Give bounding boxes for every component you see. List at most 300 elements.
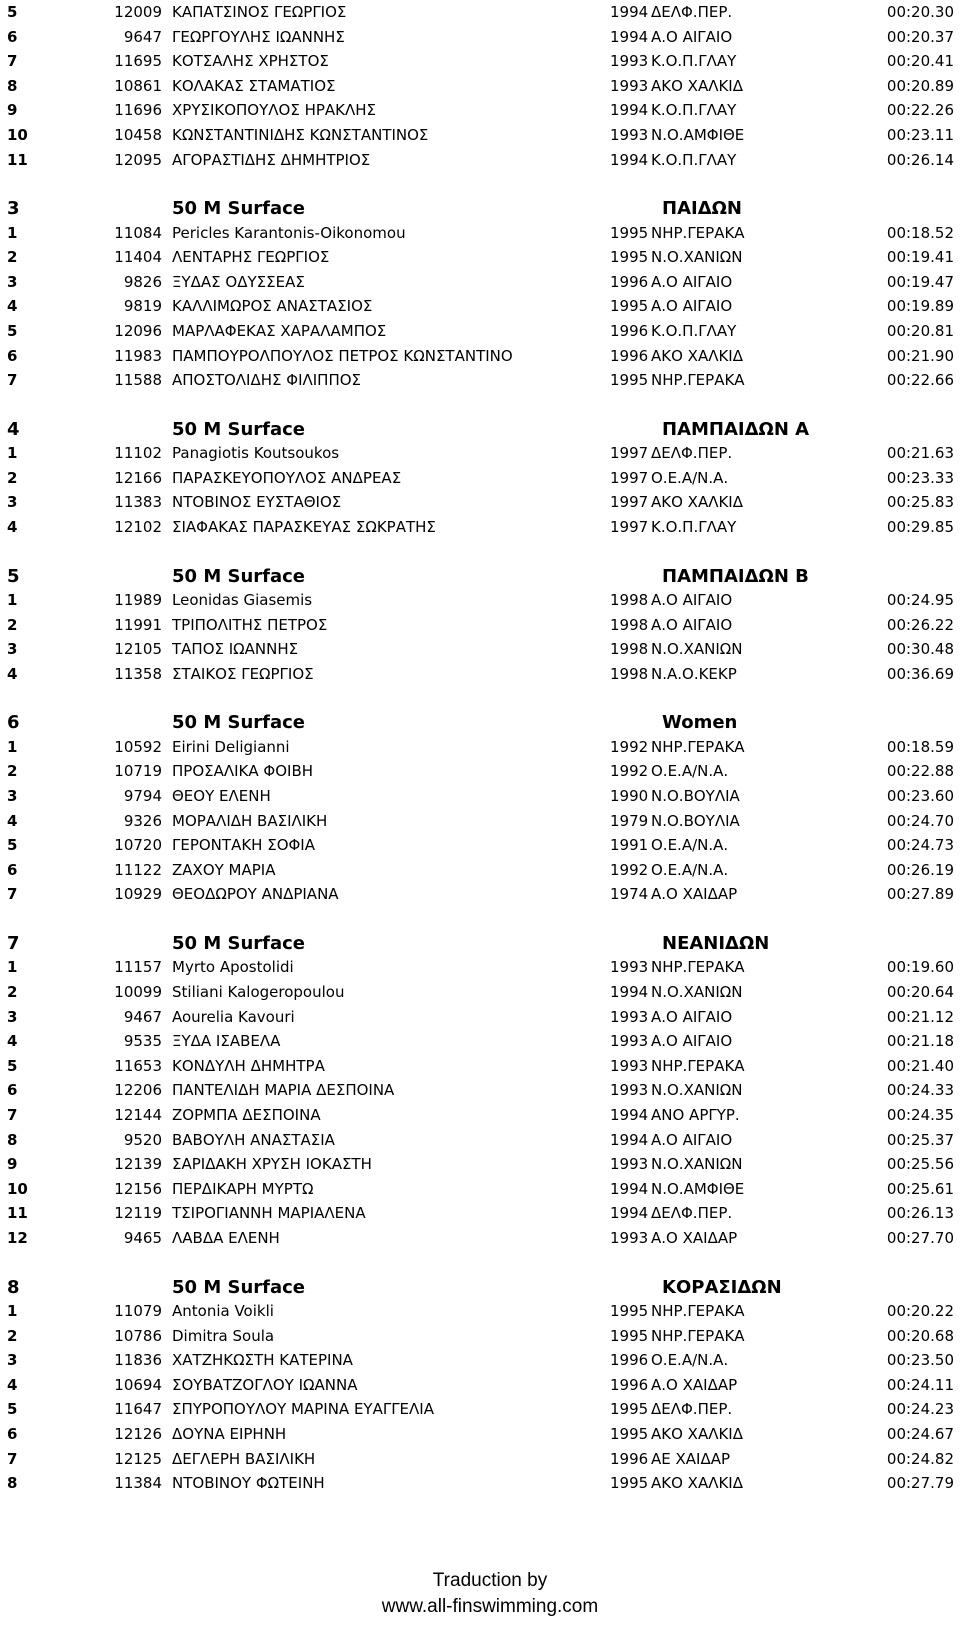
club: Α.Ο ΑΙΓΑΙΟ (651, 28, 733, 46)
event-number: 8 (7, 1277, 20, 1298)
club: Ν.Ο.ΧΑΝΙΩΝ (651, 640, 743, 658)
athlete-id: 12102 (114, 518, 162, 536)
club: Κ.Ο.Π.ΓΛΑΥ (651, 101, 737, 119)
athlete-id: 11653 (114, 1057, 162, 1075)
athlete-id: 11384 (114, 1474, 162, 1492)
athlete-name: ΧΑΤΖΗΚΩΣΤΗ ΚΑΤΕΡΙΝΑ (172, 1351, 353, 1369)
birth-year: 1993 (610, 1081, 649, 1099)
time: 00:24.95 (886, 591, 954, 609)
club: Ο.Ε.Α/Ν.Α. (651, 1351, 729, 1369)
athlete-name: ΚΟΝΔΥΛΗ ΔΗΜΗΤΡΑ (172, 1057, 325, 1075)
result-row (0, 344, 960, 368)
result-row (0, 221, 960, 245)
club: ΔΕΛΦ.ΠΕΡ. (651, 1400, 733, 1418)
athlete-name: ΤΑΠΟΣ ΙΩΑΝΝΗΣ (172, 640, 299, 658)
rank: 11 (7, 151, 28, 169)
athlete-id: 11157 (114, 958, 162, 976)
event-number: 3 (7, 198, 20, 219)
result-row (0, 735, 960, 759)
category: ΚΟΡΑΣΙΔΩΝ (662, 1277, 782, 1298)
birth-year: 1994 (610, 1131, 649, 1149)
birth-year: 1990 (610, 787, 649, 805)
club: Α.Ο ΑΙΓΑΙΟ (651, 273, 733, 291)
athlete-id: 9819 (123, 297, 162, 315)
birth-year: 1995 (610, 224, 649, 242)
result-row (0, 1201, 960, 1225)
athlete-name: ΞΥΔΑ ΙΣΑΒΕΛΑ (172, 1032, 281, 1050)
event-number: 6 (7, 712, 20, 733)
club: Ν.Ο.ΒΟΥΛΙΑ (651, 812, 740, 830)
rank: 1 (7, 444, 18, 462)
birth-year: 1995 (610, 1474, 649, 1492)
result-row (0, 98, 960, 122)
club: Ν.Ο.ΧΑΝΙΩΝ (651, 248, 743, 266)
rank: 3 (7, 493, 18, 511)
club: ΝΗΡ.ΓΕΡΑΚΑ (651, 224, 745, 242)
rank: 6 (7, 1081, 18, 1099)
athlete-id: 11102 (114, 444, 162, 462)
time: 00:20.30 (886, 3, 954, 21)
athlete-name: ΣΑΡΙΔΑΚΗ ΧΡΥΣΗ ΙΟΚΑΣΤΗ (172, 1155, 372, 1173)
result-row (0, 833, 960, 857)
club: ΑΚΟ ΧΑΛΚΙΔ (651, 347, 743, 365)
club: Α.Ο ΑΙΓΑΙΟ (651, 616, 733, 634)
athlete-id: 11836 (114, 1351, 162, 1369)
result-row (0, 1373, 960, 1397)
rank: 2 (7, 1327, 18, 1345)
athlete-id: 10592 (114, 738, 162, 756)
footer-website: www.all-finswimming.com (381, 1596, 599, 1617)
category: ΝΕΑΝΙΔΩΝ (662, 933, 770, 954)
athlete-id: 11588 (114, 371, 162, 389)
club: ΝΗΡ.ΓΕΡΑΚΑ (651, 958, 745, 976)
club: ΑΝΟ ΑΡΓΥΡ. (651, 1106, 740, 1124)
time: 00:27.89 (886, 885, 954, 903)
rank: 5 (7, 1057, 18, 1075)
birth-year: 1993 (610, 52, 649, 70)
athlete-name: ΓΕΡΟΝΤΑΚΗ ΣΟΦΙΑ (172, 836, 315, 854)
section-header (0, 931, 960, 957)
rank: 4 (7, 812, 18, 830)
rank: 3 (7, 1008, 18, 1026)
time: 00:26.13 (886, 1204, 954, 1222)
time: 00:26.19 (886, 861, 954, 879)
athlete-name: Dimitra Soula (172, 1327, 275, 1345)
footer (0, 1568, 960, 1620)
athlete-name: ΑΠΟΣΤΟΛΙΔΗΣ ΦΙΛΙΠΠΟΣ (172, 371, 362, 389)
rank: 8 (7, 1131, 18, 1149)
club: Ο.Ε.Α/Ν.Α. (651, 469, 729, 487)
athlete-id: 12096 (114, 322, 162, 340)
rank: 4 (7, 1376, 18, 1394)
athlete-name: ΜΑΡΛΑΦΕΚΑΣ ΧΑΡΑΛΑΜΠΟΣ (172, 322, 387, 340)
athlete-name: ΝΤΟΒΙΝΟΥ ΦΩΤΕΙΝΗ (172, 1474, 325, 1492)
rank: 2 (7, 248, 18, 266)
time: 00:19.47 (886, 273, 954, 291)
club: Α.Ο ΑΙΓΑΙΟ (651, 591, 733, 609)
time: 00:36.69 (886, 665, 954, 683)
rank: 5 (7, 1400, 18, 1418)
rank: 7 (7, 885, 18, 903)
result-row (0, 1103, 960, 1127)
athlete-id: 11983 (114, 347, 162, 365)
athlete-id: 10861 (114, 77, 162, 95)
rank: 10 (7, 1180, 28, 1198)
time: 00:24.73 (886, 836, 954, 854)
time: 00:25.83 (886, 493, 954, 511)
club: Ν.Ο.ΑΜΦΙΘΕ (651, 1180, 745, 1198)
result-row (0, 662, 960, 686)
result-row (0, 0, 960, 24)
athlete-name: ΖΑΧΟΥ ΜΑΡΙΑ (172, 861, 276, 879)
result-row (0, 980, 960, 1004)
time: 00:20.22 (886, 1302, 954, 1320)
time: 00:20.37 (886, 28, 954, 46)
club: Ο.Ε.Α/Ν.Α. (651, 861, 729, 879)
section-header (0, 196, 960, 222)
time: 00:21.18 (886, 1032, 954, 1050)
club: ΔΕΛΦ.ΠΕΡ. (651, 3, 733, 21)
time: 00:23.33 (886, 469, 954, 487)
athlete-name: ΞΥΔΑΣ ΟΔΥΣΣΕΑΣ (172, 273, 305, 291)
time: 00:21.12 (886, 1008, 954, 1026)
athlete-id: 9826 (123, 273, 162, 291)
club: Κ.Ο.Π.ΓΛΑΥ (651, 151, 737, 169)
result-row (0, 784, 960, 808)
rank: 6 (7, 347, 18, 365)
event-name: 50 M Surface (172, 933, 306, 954)
athlete-id: 9647 (123, 28, 162, 46)
birth-year: 1997 (610, 518, 649, 536)
time: 00:20.68 (886, 1327, 954, 1345)
birth-year: 1995 (610, 1302, 649, 1320)
club: Α.Ο ΑΙΓΑΙΟ (651, 1131, 733, 1149)
athlete-id: 12139 (114, 1155, 162, 1173)
rank: 7 (7, 52, 18, 70)
rank: 1 (7, 958, 18, 976)
athlete-id: 11647 (114, 1400, 162, 1418)
result-row (0, 1471, 960, 1495)
athlete-name: ΘΕΟΔΩΡΟΥ ΑΝΔΡΙΑΝΑ (172, 885, 339, 903)
club: Α.Ο ΧΑΙΔΑΡ (651, 885, 738, 903)
time: 00:23.60 (886, 787, 954, 805)
category: ΠΑΜΠΑΙΔΩΝ Β (662, 566, 809, 587)
time: 00:24.33 (886, 1081, 954, 1099)
athlete-name: ΝΤΟΒΙΝΟΣ ΕΥΣΤΑΘΙΟΣ (172, 493, 342, 511)
result-row (0, 515, 960, 539)
athlete-name: ΖΟΡΜΠΑ ΔΕΣΠΟΙΝΑ (172, 1106, 321, 1124)
athlete-id: 12144 (114, 1106, 162, 1124)
time: 00:21.63 (886, 444, 954, 462)
club: Κ.Ο.Π.ΓΛΑΥ (651, 322, 737, 340)
athlete-name: ΤΡΙΠΟΛΙΤΗΣ ΠΕΤΡΟΣ (172, 616, 328, 634)
birth-year: 1995 (610, 297, 649, 315)
result-row (0, 148, 960, 172)
rank: 3 (7, 787, 18, 805)
athlete-name: ΤΣΙΡΟΓΙΑΝΝΗ ΜΑΡΙΑΛΕΝΑ (172, 1204, 366, 1222)
birth-year: 1994 (610, 1204, 649, 1222)
club: Α.Ο ΧΑΙΔΑΡ (651, 1229, 738, 1247)
time: 00:20.41 (886, 52, 954, 70)
result-row (0, 1078, 960, 1102)
birth-year: 1979 (610, 812, 649, 830)
club: Α.Ο ΑΙΓΑΙΟ (651, 1032, 733, 1050)
club: ΝΗΡ.ΓΕΡΑΚΑ (651, 371, 745, 389)
rank: 8 (7, 1474, 18, 1492)
club: ΝΗΡ.ΓΕΡΑΚΑ (651, 1057, 745, 1075)
result-row (0, 1422, 960, 1446)
time: 00:27.70 (886, 1229, 954, 1247)
rank: 4 (7, 518, 18, 536)
athlete-name: ΠΕΡΔΙΚΑΡΗ ΜΥΡΤΩ (172, 1180, 314, 1198)
birth-year: 1994 (610, 151, 649, 169)
athlete-name: Myrto Apostolidi (172, 958, 294, 976)
birth-year: 1994 (610, 1180, 649, 1198)
club: Κ.Ο.Π.ΓΛΑΥ (651, 52, 737, 70)
athlete-id: 10929 (114, 885, 162, 903)
time: 00:18.59 (886, 738, 954, 756)
birth-year: 1995 (610, 1400, 649, 1418)
club: Ν.Α.Ο.ΚΕΚΡ (651, 665, 737, 683)
club: ΝΗΡ.ΓΕΡΑΚΑ (651, 1327, 745, 1345)
athlete-id: 12125 (114, 1450, 162, 1468)
time: 00:25.37 (886, 1131, 954, 1149)
time: 00:20.64 (886, 983, 954, 1001)
club: ΔΕΛΦ.ΠΕΡ. (651, 1204, 733, 1222)
birth-year: 1974 (610, 885, 649, 903)
athlete-name: ΚΑΛΛΙΜΩΡΟΣ ΑΝΑΣΤΑΣΙΟΣ (172, 297, 373, 315)
time: 00:26.14 (886, 151, 954, 169)
club: Α.Ο ΧΑΙΔΑΡ (651, 1376, 738, 1394)
rank: 11 (7, 1204, 28, 1222)
athlete-id: 10694 (114, 1376, 162, 1394)
rank: 9 (7, 101, 18, 119)
birth-year: 1993 (610, 1155, 649, 1173)
club: ΑΚΟ ΧΑΛΚΙΔ (651, 1474, 743, 1492)
athlete-id: 10719 (114, 762, 162, 780)
result-row (0, 1348, 960, 1372)
athlete-id: 11383 (114, 493, 162, 511)
club: ΑΚΟ ΧΑΛΚΙΔ (651, 1425, 743, 1443)
athlete-name: ΣΤΑΙΚΟΣ ΓΕΩΡΓΙΟΣ (172, 665, 314, 683)
athlete-id: 11695 (114, 52, 162, 70)
club: ΝΗΡ.ΓΕΡΑΚΑ (651, 1302, 745, 1320)
birth-year: 1995 (610, 1425, 649, 1443)
event-name: 50 M Surface (172, 712, 306, 733)
result-row (0, 955, 960, 979)
result-row (0, 466, 960, 490)
result-row (0, 441, 960, 465)
section-header (0, 710, 960, 736)
time: 00:29.85 (886, 518, 954, 536)
rank: 2 (7, 762, 18, 780)
rank: 5 (7, 322, 18, 340)
event-number: 4 (7, 419, 20, 440)
athlete-id: 11989 (114, 591, 162, 609)
athlete-name: Panagiotis Koutsoukos (172, 444, 340, 462)
athlete-name: ΠΑΡΑΣΚΕΥΟΠΟΥΛΟΣ ΑΝΔΡΕΑΣ (172, 469, 402, 487)
club: ΑΚΟ ΧΑΛΚΙΔ (651, 493, 743, 511)
athlete-name: ΚΟΤΣΑΛΗΣ ΧΡΗΣΤΟΣ (172, 52, 329, 70)
rank: 4 (7, 665, 18, 683)
birth-year: 1993 (610, 1032, 649, 1050)
rank: 10 (7, 126, 28, 144)
birth-year: 1996 (610, 1376, 649, 1394)
birth-year: 1993 (610, 958, 649, 976)
time: 00:20.89 (886, 77, 954, 95)
result-row (0, 1447, 960, 1471)
rank: 1 (7, 591, 18, 609)
result-row (0, 1005, 960, 1029)
time: 00:24.23 (886, 1400, 954, 1418)
athlete-name: Leonidas Giasemis (172, 591, 313, 609)
rank: 3 (7, 640, 18, 658)
result-row (0, 490, 960, 514)
result-row (0, 74, 960, 98)
result-row (0, 49, 960, 73)
athlete-name: ΘΕΟΥ ΕΛΕΝΗ (172, 787, 271, 805)
athlete-name: ΣΠΥΡΟΠΟΥΛΟΥ ΜΑΡΙΝΑ ΕΥΑΓΓΕΛΙΑ (172, 1400, 434, 1418)
result-row (0, 1324, 960, 1348)
birth-year: 1994 (610, 1106, 649, 1124)
athlete-id: 11404 (114, 248, 162, 266)
rank: 1 (7, 224, 18, 242)
athlete-id: 12156 (114, 1180, 162, 1198)
athlete-name: Stiliani Kalogeropoulou (172, 983, 345, 1001)
result-row (0, 1152, 960, 1176)
result-row (0, 613, 960, 637)
athlete-name: Eirini Deligianni (172, 738, 290, 756)
event-name: 50 M Surface (172, 1277, 306, 1298)
athlete-name: ΑΓΟΡΑΣΤΙΔΗΣ ΔΗΜΗΤΡΙΟΣ (172, 151, 371, 169)
athlete-id: 10099 (114, 983, 162, 1001)
club: ΑΚΟ ΧΑΛΚΙΔ (651, 77, 743, 95)
result-row (0, 1177, 960, 1201)
athlete-name: ΚΩΝΣΤΑΝΤΙΝΙΔΗΣ ΚΩΝΣΤΑΝΤΙΝΟΣ (172, 126, 429, 144)
athlete-name: ΛΕΝΤΑΡΗΣ ΓΕΩΡΓΙΟΣ (172, 248, 330, 266)
athlete-name: ΠΡΟΣΑΛΙΚΑ ΦΟΙΒΗ (172, 762, 314, 780)
result-row (0, 1226, 960, 1250)
birth-year: 1998 (610, 591, 649, 609)
athlete-name: ΧΡΥΣΙΚΟΠΟΥΛΟΣ ΗΡΑΚΛΗΣ (172, 101, 377, 119)
rank: 1 (7, 738, 18, 756)
athlete-name: ΣΟΥΒΑΤΖΟΓΛΟΥ ΙΩΑΝΝΑ (172, 1376, 358, 1394)
birth-year: 1995 (610, 1327, 649, 1345)
rank: 1 (7, 1302, 18, 1320)
birth-year: 1994 (610, 983, 649, 1001)
club: Ο.Ε.Α/Ν.Α. (651, 762, 729, 780)
athlete-name: ΠΑΝΤΕΛΙΔΗ ΜΑΡΙΑ ΔΕΣΠΟΙΝΑ (172, 1081, 395, 1099)
rank: 7 (7, 1450, 18, 1468)
athlete-id: 9520 (123, 1131, 162, 1149)
athlete-name: Antonia Voikli (172, 1302, 274, 1320)
athlete-id: 10786 (114, 1327, 162, 1345)
birth-year: 1996 (610, 1450, 649, 1468)
time: 00:24.67 (886, 1425, 954, 1443)
time: 00:24.35 (886, 1106, 954, 1124)
athlete-id: 9467 (123, 1008, 162, 1026)
rank: 3 (7, 273, 18, 291)
athlete-id: 10720 (114, 836, 162, 854)
athlete-name: ΔΕΓΛΕΡΗ ΒΑΣΙΛΙΚΗ (172, 1450, 316, 1468)
club: Α.Ο ΑΙΓΑΙΟ (651, 297, 733, 315)
athlete-id: 12166 (114, 469, 162, 487)
birth-year: 1997 (610, 444, 649, 462)
time: 00:19.89 (886, 297, 954, 315)
athlete-name: Pericles Karantonis-Oikonomou (172, 224, 406, 242)
event-name: 50 M Surface (172, 198, 306, 219)
result-row (0, 588, 960, 612)
birth-year: 1998 (610, 616, 649, 634)
event-name: 50 M Surface (172, 566, 306, 587)
athlete-id: 11991 (114, 616, 162, 634)
athlete-name: ΒΑΒΟΥΛΗ ΑΝΑΣΤΑΣΙΑ (172, 1131, 335, 1149)
athlete-name: ΛΑΒΔΑ ΕΛΕΝΗ (172, 1229, 280, 1247)
birth-year: 1996 (610, 273, 649, 291)
time: 00:25.61 (886, 1180, 954, 1198)
rank: 7 (7, 371, 18, 389)
time: 00:27.79 (886, 1474, 954, 1492)
rank: 6 (7, 1425, 18, 1443)
result-row (0, 858, 960, 882)
athlete-name: Aourelia Kavouri (172, 1008, 295, 1026)
athlete-id: 12119 (114, 1204, 162, 1222)
rank: 4 (7, 297, 18, 315)
result-row (0, 294, 960, 318)
club: Ν.Ο.ΑΜΦΙΘΕ (651, 126, 745, 144)
rank: 2 (7, 983, 18, 1001)
time: 00:22.66 (886, 371, 954, 389)
time: 00:22.88 (886, 762, 954, 780)
time: 00:24.82 (886, 1450, 954, 1468)
section-header (0, 564, 960, 590)
event-name: 50 M Surface (172, 419, 306, 440)
athlete-id: 9326 (123, 812, 162, 830)
birth-year: 1993 (610, 1229, 649, 1247)
result-row (0, 1054, 960, 1078)
result-row (0, 809, 960, 833)
time: 00:19.60 (886, 958, 954, 976)
club: Α.Ο ΑΙΓΑΙΟ (651, 1008, 733, 1026)
athlete-id: 11122 (114, 861, 162, 879)
birth-year: 1994 (610, 28, 649, 46)
athlete-id: 12105 (114, 640, 162, 658)
athlete-id: 11358 (114, 665, 162, 683)
result-row (0, 270, 960, 294)
section-header (0, 417, 960, 443)
club: Ν.Ο.ΧΑΝΙΩΝ (651, 1155, 743, 1173)
athlete-id: 9465 (123, 1229, 162, 1247)
result-row (0, 637, 960, 661)
result-row (0, 1299, 960, 1323)
club: Ν.Ο.ΒΟΥΛΙΑ (651, 787, 740, 805)
rank: 2 (7, 616, 18, 634)
birth-year: 1998 (610, 665, 649, 683)
rank: 8 (7, 77, 18, 95)
birth-year: 1997 (610, 469, 649, 487)
athlete-id: 11084 (114, 224, 162, 242)
athlete-id: 12126 (114, 1425, 162, 1443)
birth-year: 1992 (610, 738, 649, 756)
time: 00:20.81 (886, 322, 954, 340)
time: 00:23.50 (886, 1351, 954, 1369)
category: ΠΑΙΔΩΝ (662, 198, 742, 219)
rank: 12 (7, 1229, 28, 1247)
birth-year: 1993 (610, 126, 649, 144)
result-row (0, 25, 960, 49)
time: 00:19.41 (886, 248, 954, 266)
result-row (0, 123, 960, 147)
